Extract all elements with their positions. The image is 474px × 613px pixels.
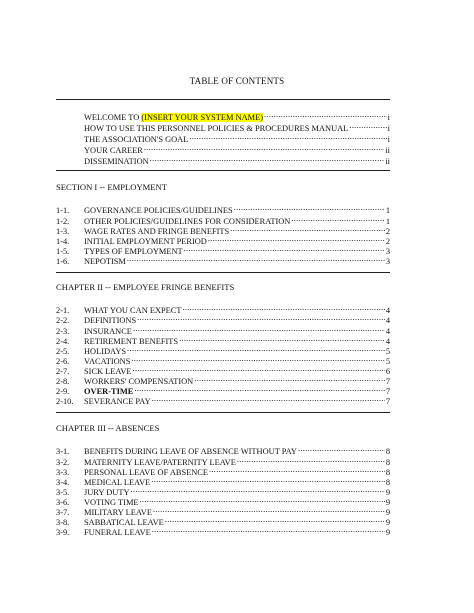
dot-leader — [134, 384, 384, 394]
toc-entry-page: i — [387, 124, 390, 133]
toc-entry-page: 9 — [385, 528, 390, 537]
toc-entry-number: 3-7. — [56, 508, 70, 517]
toc-entry-page: 7 — [385, 387, 390, 396]
toc-entry-page: 8 — [385, 468, 390, 477]
divider-chapter-2 — [56, 272, 390, 273]
toc-entry[interactable] — [56, 525, 390, 535]
dot-leader — [194, 374, 385, 384]
dot-leader — [165, 515, 385, 525]
dot-leader — [208, 234, 385, 244]
toc-entry-how-to-use[interactable] — [84, 121, 390, 131]
toc-entry[interactable] — [56, 354, 390, 364]
toc-entry[interactable] — [56, 234, 390, 244]
toc-entry-label: HOW TO USE THIS PERSONNEL POLICIES & PROCEDURES MANUAL — [84, 124, 349, 133]
toc-entry-number: 2-7. — [56, 367, 70, 376]
toc-entry-page: 8 — [385, 447, 390, 456]
toc-entry-number: 2-1. — [56, 306, 70, 315]
toc-entry-label: JURY DUTY — [84, 488, 130, 497]
toc-entry[interactable] — [56, 313, 390, 323]
toc-entry-label: SICK LEAVE — [84, 367, 132, 376]
toc-entry-page: ii — [385, 146, 390, 155]
toc-entry-page: 3 — [385, 257, 390, 266]
toc-entry-label: VOTING TIME — [84, 498, 139, 507]
toc-entry[interactable] — [56, 384, 390, 394]
toc-entry[interactable] — [56, 455, 390, 465]
toc-entry-label: DEFINITIONS — [84, 316, 137, 325]
toc-entry-number: 2-9. — [56, 387, 70, 396]
toc-entry-page: 4 — [385, 316, 390, 325]
toc-entry-dissemination[interactable] — [84, 154, 390, 164]
toc-entry[interactable] — [56, 475, 390, 485]
toc-entry-number: 3-2. — [56, 458, 70, 467]
toc-entry-label: RETIREMENT BENEFITS — [84, 337, 179, 346]
toc-entry-page: 7 — [385, 377, 390, 386]
dot-leader — [137, 313, 385, 323]
toc-entry[interactable] — [56, 515, 390, 525]
dot-leader — [298, 444, 385, 454]
toc-entry-label: NEPOTISM — [84, 257, 126, 266]
toc-entry-page: 5 — [385, 347, 390, 356]
toc-entry-page: 3 — [385, 247, 390, 256]
toc-entry[interactable] — [56, 394, 390, 404]
toc-entry-label: FUNERAL LEAVE — [84, 528, 151, 537]
toc-entry-page: 9 — [385, 488, 390, 497]
dot-leader — [189, 132, 386, 142]
dot-leader — [152, 394, 385, 404]
divider-section-1 — [56, 170, 390, 171]
toc-entry-number: 2-4. — [56, 337, 70, 346]
dot-leader — [182, 303, 384, 313]
dot-leader — [127, 254, 385, 264]
toc-entry-page: ii — [385, 157, 390, 166]
toc-entry-label: THE ASSOCIATION'S GOAL — [84, 135, 189, 144]
toc-entry[interactable] — [56, 485, 390, 495]
toc-entry[interactable] — [56, 224, 390, 234]
dot-leader — [131, 485, 385, 495]
toc-entry-label: YOUR CAREER — [84, 146, 143, 155]
toc-entry-number: 1-5. — [56, 247, 70, 256]
toc-entry-page: 1 — [385, 217, 390, 226]
toc-entry[interactable] — [56, 244, 390, 254]
toc-entry-label: MATERNITY LEAVE/PATERNITY LEAVE — [84, 458, 236, 467]
dot-leader — [151, 475, 385, 485]
toc-entry-page: 9 — [385, 498, 390, 507]
dot-leader — [140, 495, 385, 505]
divider-top — [56, 99, 390, 100]
toc-entry-page: 8 — [385, 478, 390, 487]
toc-entry-label: SEVERANCE PAY — [84, 397, 151, 406]
system-name-placeholder-highlight: (INSERT YOUR SYSTEM NAME) — [141, 113, 264, 122]
toc-entry-number: 1-2. — [56, 217, 70, 226]
toc-entry-number: 3-3. — [56, 468, 70, 477]
dot-leader — [230, 224, 385, 234]
toc-entry-label: SABBATICAL LEAVE — [84, 518, 164, 527]
toc-entry-number: 3-9. — [56, 528, 70, 537]
toc-entry-label: DISSEMINATION — [84, 157, 149, 166]
toc-entry-number: 2-2. — [56, 316, 70, 325]
toc-entry-label: PERSONAL LEAVE OF ABSENCE — [84, 468, 209, 477]
toc-entry-page: 2 — [385, 227, 390, 236]
dot-leader — [234, 203, 385, 213]
toc-entry-page: 4 — [385, 337, 390, 346]
dot-leader — [127, 344, 385, 354]
toc-entry-page: 9 — [385, 518, 390, 527]
toc-entry-number: 2-3. — [56, 327, 70, 336]
toc-entry[interactable] — [56, 374, 390, 384]
toc-entry-label: OVER-TIME — [84, 387, 134, 396]
toc-entry-label: OTHER POLICIES/GUIDELINES FOR CONSIDERATION — [84, 217, 291, 226]
dot-leader — [179, 334, 385, 344]
toc-entry-association-goal[interactable] — [84, 132, 390, 142]
dot-leader — [153, 505, 385, 515]
toc-entry[interactable] — [56, 334, 390, 344]
toc-entry-label: WAGE RATES AND FRINGE BENEFITS — [84, 227, 230, 236]
toc-entry-your-career[interactable] — [84, 143, 390, 153]
toc-entry-label: INITIAL EMPLOYMENT PERIOD — [84, 237, 207, 246]
toc-entry-label: WORKERS' COMPENSATION — [84, 377, 194, 386]
dot-leader — [133, 324, 385, 334]
dot-leader — [152, 525, 385, 535]
toc-entry-label: MILITARY LEAVE — [84, 508, 152, 517]
dot-leader — [184, 244, 385, 254]
toc-entry-number: 1-1. — [56, 206, 70, 215]
toc-entry-page: 4 — [385, 306, 390, 315]
toc-entry-number: 2-5. — [56, 347, 70, 356]
toc-entry-page: 1 — [385, 206, 390, 215]
dot-leader — [131, 354, 384, 364]
toc-entry-page: 6 — [385, 367, 390, 376]
toc-entry-number: 1-6. — [56, 257, 70, 266]
toc-entry[interactable] — [56, 203, 390, 213]
toc-entry-page: 9 — [385, 508, 390, 517]
toc-entry-page: i — [387, 113, 390, 122]
dot-leader — [264, 110, 387, 120]
toc-entry-page: 7 — [385, 397, 390, 406]
dot-leader — [237, 455, 385, 465]
toc-entry[interactable] — [56, 444, 390, 454]
toc-entry-number: 3-8. — [56, 518, 70, 527]
toc-entry-label: TYPES OF EMPLOYMENT — [84, 247, 183, 256]
toc-entry-label: INSURANCE — [84, 327, 132, 336]
toc-entry[interactable] — [56, 495, 390, 505]
toc-entry-number: 3-1. — [56, 447, 70, 456]
toc-entry[interactable] — [56, 214, 390, 224]
toc-entry-label: HOLIDAYS — [84, 347, 127, 356]
section-heading-absences: CHAPTER III -- ABSENCES — [56, 423, 160, 433]
toc-entry[interactable] — [56, 505, 390, 515]
section-heading-employment: SECTION I -- EMPLOYMENT — [56, 182, 167, 192]
toc-entry-label: WELCOME TO (INSERT YOUR SYSTEM NAME) — [84, 113, 264, 122]
toc-entry-page: 4 — [385, 327, 390, 336]
toc-entry-page: i — [387, 135, 390, 144]
toc-entry[interactable] — [56, 254, 390, 264]
toc-entry-label: GOVERNANCE POLICIES/GUIDELINES — [84, 206, 233, 215]
divider-chapter-3 — [56, 412, 390, 413]
toc-entry[interactable] — [56, 303, 390, 313]
toc-entry-number: 1-3. — [56, 227, 70, 236]
toc-entry-label: BENEFITS DURING LEAVE OF ABSENCE WITHOUT PAY — [84, 447, 297, 456]
toc-entry-welcome[interactable] — [84, 110, 390, 120]
toc-entry-number: 2-10. — [56, 397, 74, 406]
toc-title: TABLE OF CONTENTS — [189, 76, 285, 86]
toc-entry[interactable] — [56, 324, 390, 334]
dot-leader — [133, 364, 385, 374]
toc-entry-number: 2-8. — [56, 377, 70, 386]
dot-leader — [144, 143, 384, 153]
toc-entry-page: 8 — [385, 458, 390, 467]
section-heading-fringe-benefits: CHAPTER II -- EMPLOYEE FRINGE BENEFITS — [56, 282, 235, 292]
dot-leader — [150, 154, 385, 164]
toc-entry[interactable] — [56, 465, 390, 475]
toc-entry[interactable] — [56, 344, 390, 354]
toc-entry-number: 3-6. — [56, 498, 70, 507]
toc-entry-number: 3-4. — [56, 478, 70, 487]
toc-entry-number: 3-5. — [56, 488, 70, 497]
toc-entry-page: 2 — [385, 237, 390, 246]
toc-entry-number: 1-4. — [56, 237, 70, 246]
dot-leader — [349, 121, 386, 131]
toc-entry-label: MEDICAL LEAVE — [84, 478, 151, 487]
dot-leader — [209, 465, 385, 475]
toc-entry[interactable] — [56, 364, 390, 374]
toc-entry-number: 2-6. — [56, 357, 70, 366]
dot-leader — [291, 214, 384, 224]
toc-entry-label: VACATIONS — [84, 357, 131, 366]
toc-entry-page: 5 — [385, 357, 390, 366]
toc-entry-label: WHAT YOU CAN EXPECT — [84, 306, 182, 315]
